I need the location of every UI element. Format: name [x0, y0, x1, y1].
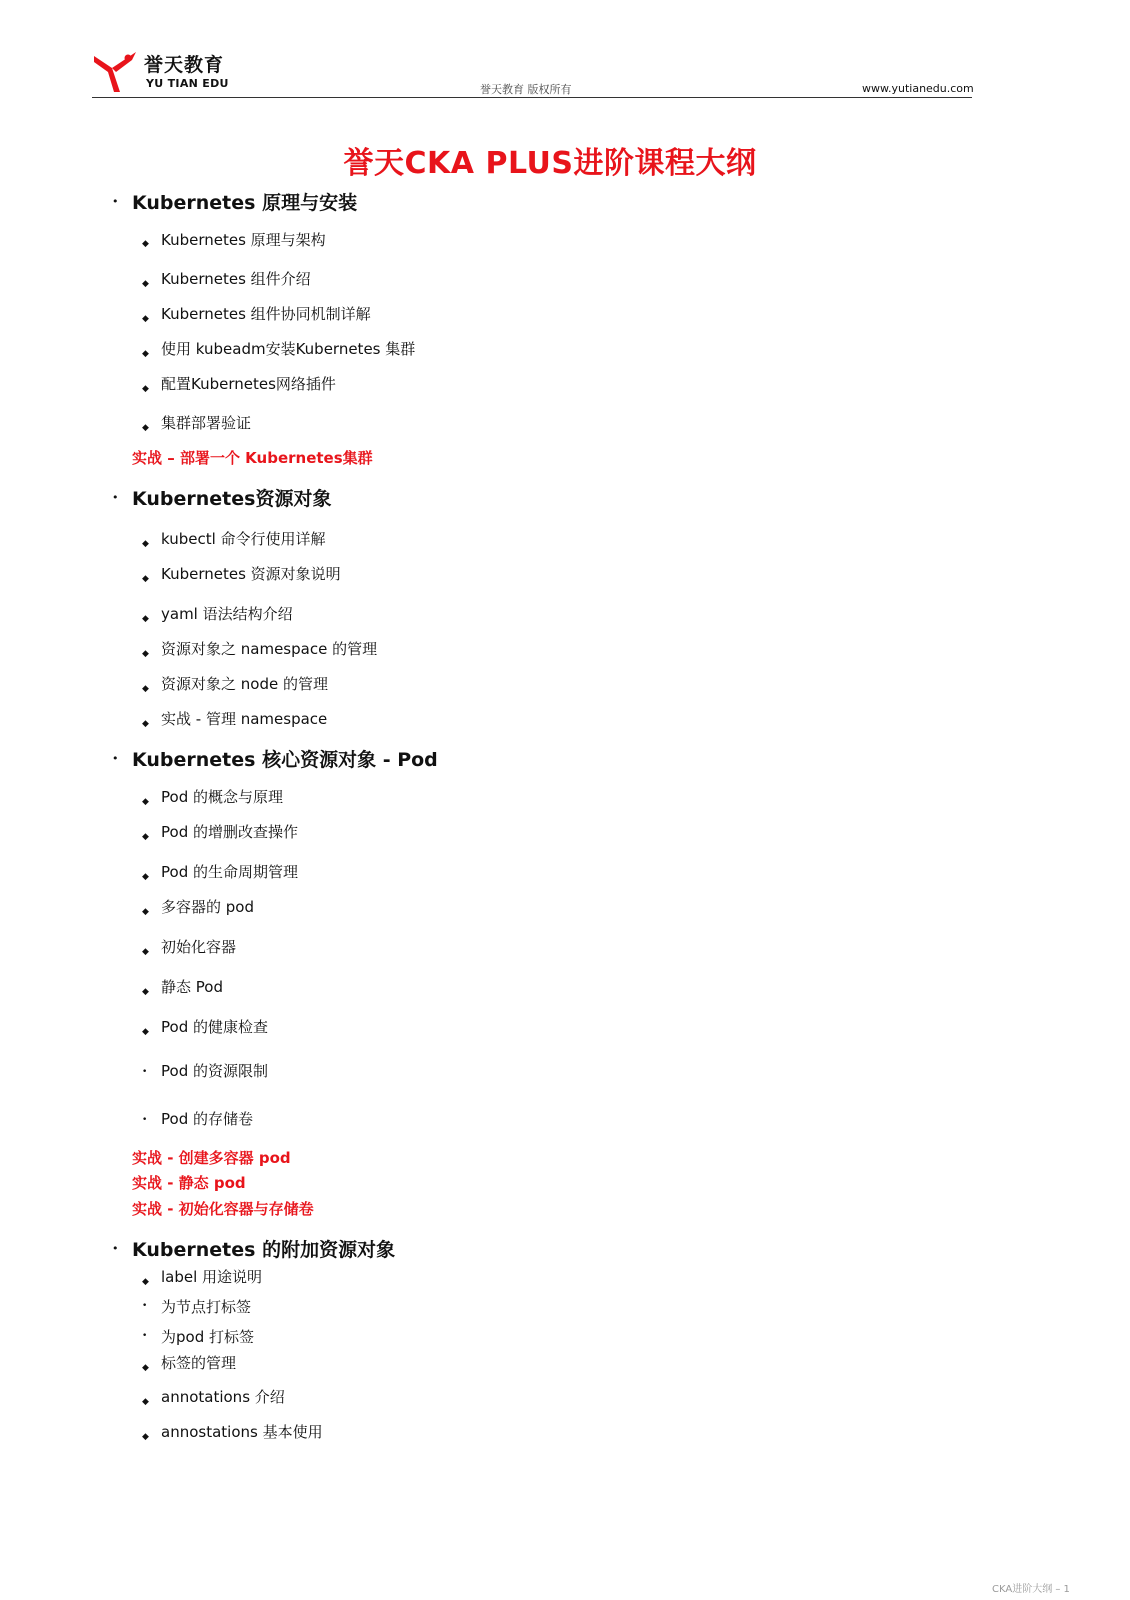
- page-number: CKA进阶大纲 – 1: [992, 1584, 1070, 1595]
- list-item: 资源对象之 namespace 的管理: [161, 640, 378, 658]
- practice-label: 实战 - 初始化容器与存储卷: [132, 1200, 314, 1218]
- list-item: 配置Kubernetes网络插件: [161, 375, 336, 393]
- section-title: Kubernetes 原理与安装: [132, 192, 358, 214]
- list-item: 多容器的 pod: [161, 898, 254, 916]
- practice-label: 实战 - 静态 pod: [132, 1174, 246, 1192]
- header-url[interactable]: www.yutianedu.com: [862, 82, 974, 95]
- logo-icon: [92, 48, 138, 94]
- section-bullet-icon: •: [112, 1242, 119, 1255]
- logo-text: 誉天教育: [144, 54, 225, 76]
- list-bullet-icon: ◆: [142, 872, 149, 882]
- list-item: Kubernetes 资源对象说明: [161, 565, 341, 583]
- list-item: Pod 的生命周期管理: [161, 863, 298, 881]
- header-copyright: 誉天教育 版权所有: [480, 83, 572, 96]
- list-bullet-icon: ◆: [142, 1027, 149, 1037]
- list-bullet-icon: ◆: [142, 832, 149, 842]
- list-bullet-icon: •: [142, 1115, 148, 1125]
- section-title: Kubernetes 核心资源对象 - Pod: [132, 749, 438, 771]
- list-item: Kubernetes 组件介绍: [161, 270, 311, 288]
- list-bullet-icon: ◆: [142, 279, 149, 289]
- list-item: Pod 的资源限制: [161, 1062, 268, 1080]
- list-bullet-icon: ◆: [142, 384, 149, 394]
- header-divider: [92, 97, 972, 98]
- section-title: Kubernetes 的附加资源对象: [132, 1239, 396, 1261]
- list-item: Pod 的概念与原理: [161, 788, 283, 806]
- list-item: 初始化容器: [161, 938, 237, 956]
- list-bullet-icon: •: [142, 1331, 148, 1341]
- list-bullet-icon: ◆: [142, 1397, 149, 1407]
- list-item: yaml 语法结构介绍: [161, 605, 293, 623]
- list-item: annotations 介绍: [161, 1388, 285, 1406]
- document-title: 誉天CKA PLUS进阶课程大纲: [343, 146, 757, 181]
- list-item: Kubernetes 原理与架构: [161, 231, 326, 249]
- list-item: 标签的管理: [161, 1354, 237, 1372]
- list-bullet-icon: ◆: [142, 947, 149, 957]
- list-bullet-icon: ◆: [142, 314, 149, 324]
- list-bullet-icon: ◆: [142, 574, 149, 584]
- list-bullet-icon: ◆: [142, 797, 149, 807]
- list-bullet-icon: ◆: [142, 539, 149, 549]
- list-item: 集群部署验证: [161, 414, 252, 432]
- list-bullet-icon: ◆: [142, 1277, 149, 1287]
- list-bullet-icon: ◆: [142, 1432, 149, 1442]
- list-item: label 用途说明: [161, 1268, 263, 1286]
- list-item: 为节点打标签: [161, 1298, 252, 1316]
- list-bullet-icon: •: [142, 1301, 148, 1311]
- list-bullet-icon: ◆: [142, 907, 149, 917]
- list-bullet-icon: ◆: [142, 649, 149, 659]
- list-bullet-icon: ◆: [142, 349, 149, 359]
- logo-subtext: YU TIAN EDU: [146, 77, 229, 90]
- practice-label: 实战 – 部署一个 Kubernetes集群: [132, 449, 373, 467]
- list-bullet-icon: ◆: [142, 1363, 149, 1373]
- list-bullet-icon: ◆: [142, 423, 149, 433]
- list-item: 为pod 打标签: [161, 1328, 254, 1346]
- list-item: 实战 - 管理 namespace: [161, 710, 328, 728]
- list-item: Pod 的健康检查: [161, 1018, 268, 1036]
- list-item: annostations 基本使用: [161, 1423, 323, 1441]
- list-item: 资源对象之 node 的管理: [161, 675, 328, 693]
- list-bullet-icon: ◆: [142, 614, 149, 624]
- list-bullet-icon: ◆: [142, 987, 149, 997]
- section-bullet-icon: •: [112, 752, 119, 765]
- list-bullet-icon: •: [142, 1067, 148, 1077]
- practice-label: 实战 - 创建多容器 pod: [132, 1149, 291, 1167]
- list-item: 静态 Pod: [161, 978, 223, 996]
- section-title: Kubernetes资源对象: [132, 488, 332, 510]
- list-item: Pod 的存储卷: [161, 1110, 253, 1128]
- list-bullet-icon: ◆: [142, 239, 149, 249]
- list-bullet-icon: ◆: [142, 719, 149, 729]
- list-item: kubectl 命令行使用详解: [161, 530, 326, 548]
- section-bullet-icon: •: [112, 195, 119, 208]
- list-item: Kubernetes 组件协同机制详解: [161, 305, 371, 323]
- list-bullet-icon: ◆: [142, 684, 149, 694]
- list-item: Pod 的增删改查操作: [161, 823, 298, 841]
- list-item: 使用 kubeadm安装Kubernetes 集群: [161, 340, 416, 358]
- section-bullet-icon: •: [112, 491, 119, 504]
